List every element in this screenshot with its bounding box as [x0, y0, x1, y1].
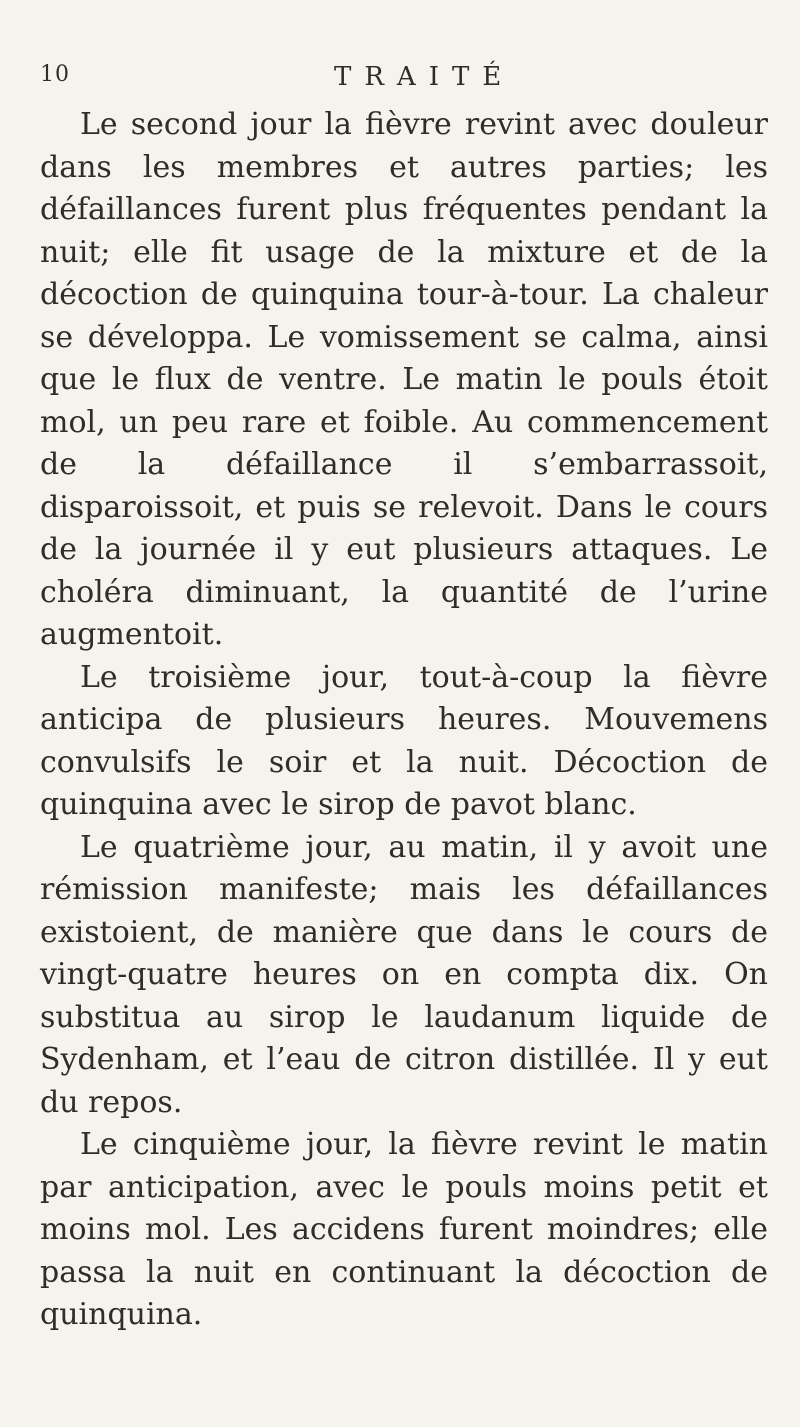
running-title: TRAITÉ	[334, 62, 515, 92]
paragraph-third-day: Le troisième jour, tout-à-coup la fièvre anticipa de plusieurs heures. Mouvemens convulsifs le soir et la nuit. Décoction de quinquina avec le sirop de pavot blanc.	[40, 659, 768, 822]
running-head	[40, 62, 770, 102]
paragraph-fourth-day: Le quatrième jour, au matin, il y avoit une rémission manifeste; mais les défaillances existoient, de manière que dans le cours de vingt-quatre heures on en compta dix. On substitua au sirop le laudanum liquide de Sydenham, et l’eau de citron distillée. Il y eut du repos.	[40, 829, 768, 1120]
paragraph-fifth-day: Le cinquième jour, la fièvre revint le matin par anticipation, avec le pouls moins petit et moins mol. Les accidens furent moindres; elle passa la nuit en continuant la décoction de quinquina.	[40, 1127, 768, 1332]
body-text	[40, 104, 768, 1337]
page-number: 10	[40, 62, 70, 87]
paragraph-second-day: Le second jour la fièvre revint avec douleur dans les membres et autres parties; les défaillances furent plus fréquentes pendant la nuit; elle fit usage de la mixture et de la décoction de quinquina tour-à-tour. La chaleur se développa. Le vomissement se calma, ainsi que le flux de ventre. Le matin le pouls étoit mol, un peu rare et foible. Au commencement de la défaillance il s’embarrassoit, disparoissoit, et puis se relevoit. Dans le cours de la journée il y eut plusieurs attaques. Le choléra diminuant, la quantité de l’urine augmentoit.	[40, 107, 768, 652]
